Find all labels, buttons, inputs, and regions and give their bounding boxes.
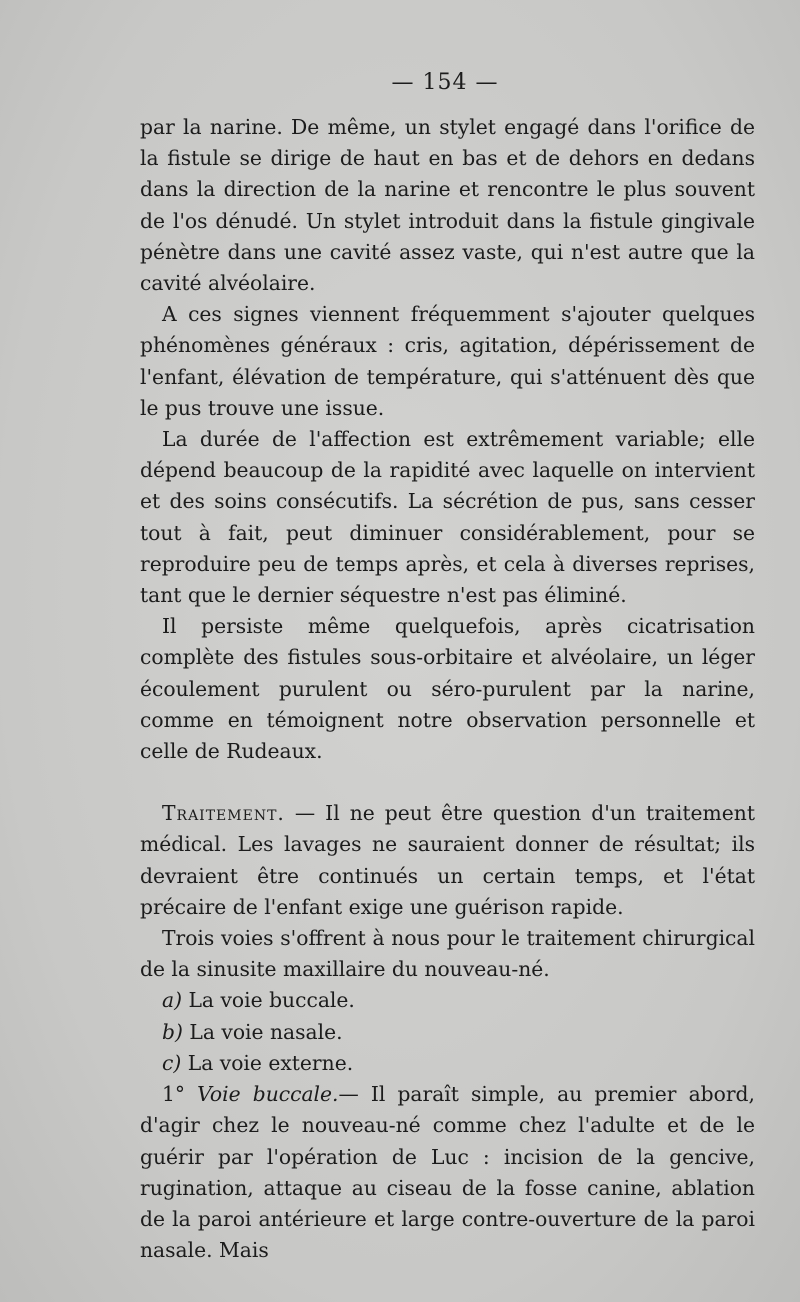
- list-letter-b: b): [162, 1019, 183, 1044]
- body-text: [140, 112, 755, 1266]
- paragraph-2: A ces signes viennent fréquemment s'ajouter quelques phénomènes généraux : cris, agitation, dépérissement de l'enfant, élévation de température, qui s'atténuent dès que le pus trouve une issue.: [140, 302, 755, 420]
- section-number: 1°: [162, 1082, 198, 1107]
- paragraph-voie-buccale: [140, 1079, 755, 1266]
- section-gap: [140, 767, 755, 798]
- section-heading-traitement: Traitement.: [162, 801, 285, 826]
- paragraph-1: par la narine. De même, un stylet engagé dans l'orifice de la fistule se dirige de haut en bas et de dehors en dedans dans la direction de la narine et rencontre le plus souvent de l'os dénudé. Un stylet introduit dans la fistule gingivale pénètre dans une cavité assez vaste, qui n'est autre que la cavité alvéolaire.: [140, 115, 755, 296]
- paragraph-3: La durée de l'affection est extrêmement variable; elle dépend beaucoup de la rapidité avec laquelle on intervient et des soins consécutifs. La sécrétion de pus, sans cesser tout à fait, peut diminuer considérablement, pour se reproduire peu de temps après, et cela à diverses reprises, tant que le dernier séquestre n'est pas éliminé.: [140, 427, 755, 608]
- paragraph-traitement: [140, 798, 755, 923]
- list-item-b: [140, 1017, 755, 1048]
- paragraph-traitement-text: — Il ne peut être question d'un traitement médical. Les lavages ne sauraient donner de résultat; ils devraient être continués un certain temps, et l'état précaire de l'enfant exige une guérison rapide.: [140, 801, 755, 919]
- list-text-a: La voie buccale.: [182, 988, 355, 1013]
- list-item-a: [140, 985, 755, 1016]
- list-letter-a: a): [162, 988, 183, 1013]
- list-item-c: [140, 1048, 755, 1079]
- list-text-b: La voie nasale.: [182, 1019, 343, 1044]
- list-text-c: La voie externe.: [181, 1050, 354, 1075]
- paragraph-voie-buccale-text: — Il paraît simple, au premier abord, d'agir chez le nouveau-né comme chez l'adulte et de le guérir par l'opération de Luc : incision de la gencive, rugination, attaque au ciseau de la fosse canine, ablation de la paroi antérieure et large contre-ouverture de la paroi nasale. Mais: [140, 1082, 755, 1263]
- paragraph-trois-voies: Trois voies s'offrent à nous pour le traitement chirurgical de la sinusite maxillaire du nouveau-né.: [140, 926, 755, 982]
- section-heading-voie-buccale: Voie buccale.: [197, 1082, 339, 1107]
- paragraph-4: Il persiste même quelquefois, après cicatrisation complète des fistules sous-orbitaire et alvéolaire, un léger écoulement purulent ou séro-purulent par la narine, comme en témoignent notre observation personnelle et celle de Rudeaux.: [140, 614, 755, 764]
- page-number: — 154 —: [391, 70, 499, 95]
- list-letter-c: c): [162, 1050, 182, 1075]
